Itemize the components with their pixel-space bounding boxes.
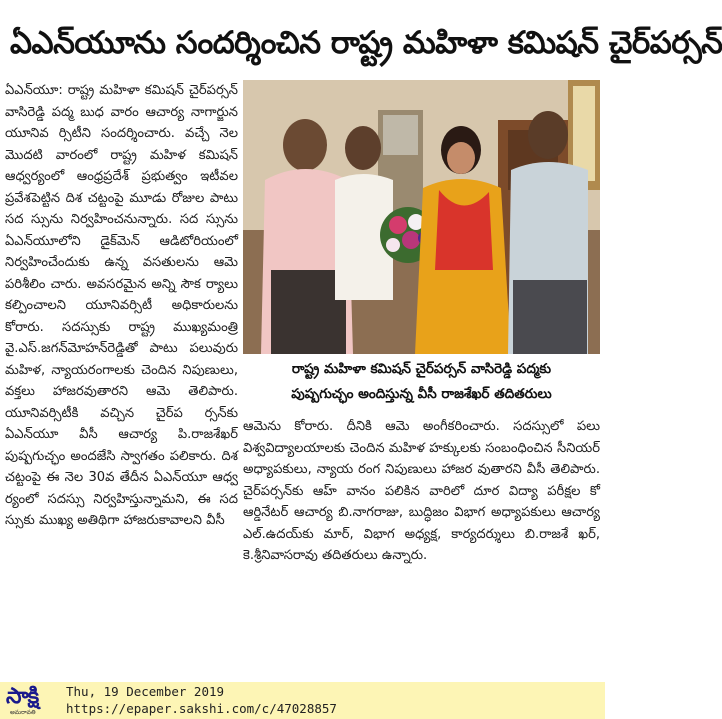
footer-date: Thu, 19 December 2019 bbox=[66, 684, 225, 699]
article-body-left: ఏఎన్‌యూ: రాష్ట్ర మహిళా కమిషన్ చైర్‌పర్సన్ వాసిరెడ్డి పద్మ బుధ వారం ఆచార్య నాగార్జున యూనివ ర్సిటీని సందర్శించారు. వచ్చే నెల మొదటి వారంలో రాష్ట్ర మహిళ కమిషన్ ఆధ్వర్యంలో ఆంధ్రప్రదేశ్ ప్రభుత్వం ఇటీవల ప్రవేశపెట్టిన దిశ చట్టంపై మూడు రోజుల పాటు సద స్సును నిర్వహించనున్నారు. సద స్సును ఏఎన్‌యూలోని డైక్‌మెన్ ఆడిటోరియంలో నిర్వహించేందుకు ఉన్న వసతులను ఆమె పరిశీలిం చారు. అవసరమైన అన్ని సౌక ర్యాలు కల్పించాలని యూనివర్సిటీ అధికారులను కోరారు. సదస్సుకు రాష్ట్ర ముఖ్యమంత్రి వై.ఎస్.జగన్‌మోహన్‌రెడ్డితో పాటు పలువురు మహిళ, న్యాయరంగాలకు చెందిన నిపుణులు, వక్తలు హాజరవుతారని ఆమె తెలిపారు. యూనివర్సిటీకి వచ్చిన చైర్‌ప ర్సన్‌కు ఏఎన్‌యూ వీసీ ఆచార్య పి.రాజశేఖర్ పుష్పగుచ్ఛం అందజేసి స్వాగతం పలికారు. దిశ చట్టంపై ఈ నెల 30వ తేదీన ఏఎన్‌యూ ఆధ్వ ర్యంలో సదస్సు నిర్వహిస్తున్నామని, ఈ సద స్సుకు ముఖ్య అతిథిగా హాజరుకావాలని వీసీ bbox=[5, 83, 238, 528]
footer-url[interactable]: https://epaper.sakshi.com/c/47028857 bbox=[66, 701, 337, 716]
photo-caption bbox=[243, 357, 600, 411]
article-column-right bbox=[243, 416, 600, 680]
article-body-right: ఆమెను కోరారు. దీనికి ఆమె అంగీకరించారు. సదస్సులో పలు విశ్వవిద్యాలయాలకు చెందిన మహిళ హక్కులకు సంబంధించిన సీనియర్ అధ్యాపకులు, న్యాయ రంగ నిపుణులు హాజర వుతారని వీసీ తెలిపారు. చైర్‌పర్సన్‌కు ఆహ్ వానం పలికిన వారిలో దూర విద్యా పరీక్షల కో ఆర్డినేటర్ ఆచార్య బి.నాగరాజు, బుద్ధిజం విభాగ అధ్యాపకులు ఆచార్య ఎల్.ఉదయ్‌కు మార్, విభాగ అధ్యక్ష, కార్యదర్శులు బి.రాజశే ఖర్, కె.శ్రీనివాసరావు తదితరులు ఉన్నారు. bbox=[243, 419, 600, 563]
caption-line-2: పుష్పగుచ్ఛం అందిస్తున్న వీసీ రాజశేఖర్ తదితరులు bbox=[291, 386, 552, 402]
caption-line-1: రాష్ట్ర మహిళా కమిషన్ చైర్‌పర్సన్ వాసిరెడ్డి పద్మకు bbox=[291, 361, 552, 377]
headline: ఏఎన్‌యూను సందర్శించిన రాష్ట్ర మహిళా కమిషన్ చైర్‌పర్సన్ bbox=[10, 25, 722, 61]
logo-text: సాక్షి bbox=[6, 684, 39, 709]
news-photo bbox=[243, 80, 600, 354]
logo-subtitle: అమరావతి bbox=[10, 709, 36, 716]
sakshi-logo bbox=[4, 684, 54, 717]
article-column-left bbox=[5, 80, 238, 680]
footer-bar bbox=[0, 682, 605, 719]
